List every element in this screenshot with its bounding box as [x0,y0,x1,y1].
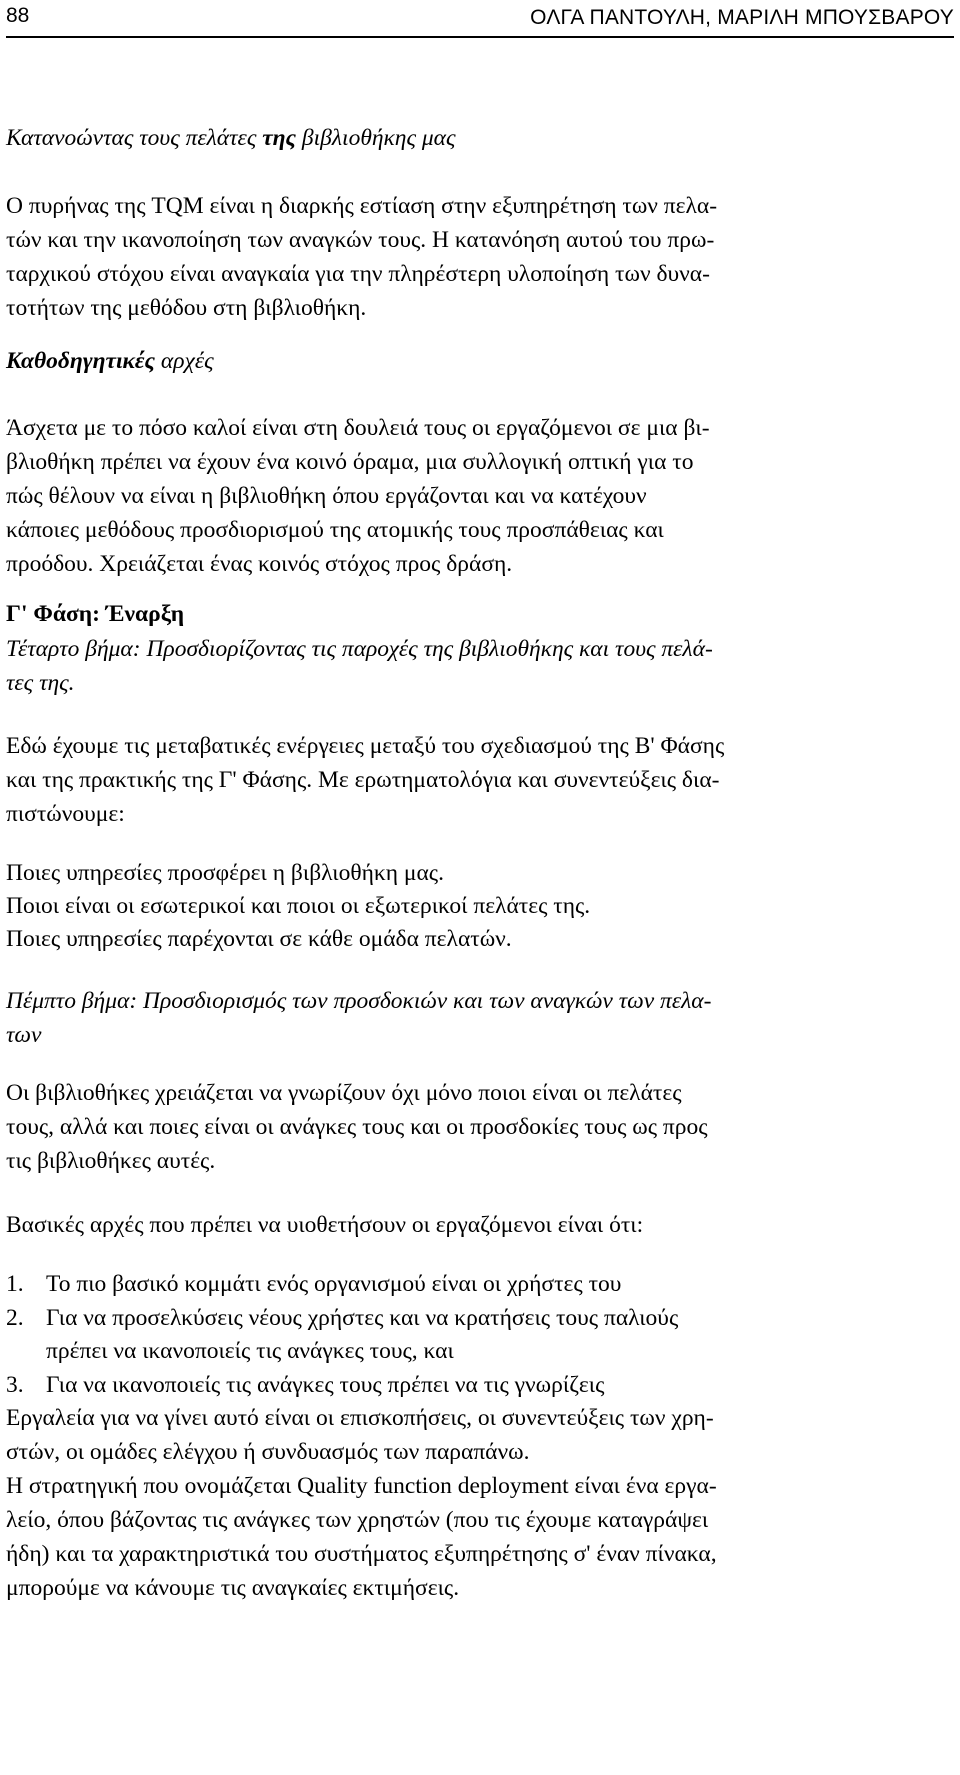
list-item: 2. Για να προσελκύσεις νέους χρήστες και να κρατήσεις τους παλιούς [6,1305,679,1331]
paragraph-line: Άσχετα με το πόσο καλοί είναι στη δουλειά τους οι εργαζόμενοι σε μια βι- [6,415,710,441]
paragraph-line: Εργαλεία για να γίνει αυτό είναι οι επισκοπήσεις, οι συνεντεύξεις των χρη- [6,1405,714,1431]
step-subheading: Τέταρτο βήμα: Προσδιορίζοντας τις παροχές της βιβλιοθήκης και τους πελά- [6,636,713,662]
running-header-authors: ΟΛΓΑ ΠΑΝΤΟΥΛΗ, ΜΑΡΙΛΗ ΜΠΟΥΣΒΑΡΟΥ [530,6,954,29]
paragraph-line: ταρχικού στόχου είναι αναγκαία για την πληρέστερη υλοποίηση των δυνα- [6,261,710,287]
section-heading: Κατανοώντας τους πελάτες της βιβλιοθήκης μας [6,125,456,151]
paragraph-line: Ο πυρήνας της TQM είναι η διαρκής εστίαση στην εξυπηρέτηση των πελα- [6,193,718,219]
step-subheading: Πέμπτο βήμα: Προσδιορισμός των προσδοκιών και των αναγκών των πελα- [6,988,712,1014]
phase-heading: Γ' Φάση: Έναρξη [6,601,185,627]
section-heading: Καθοδηγητικές αρχές [6,348,214,374]
page-number: 88 [6,4,30,27]
question-line: Ποιες υπηρεσίες προσφέρει η βιβλιοθήκη μας. [6,860,444,886]
step-subheading: των [6,1022,42,1048]
paragraph-line: Η στρατηγική που ονομάζεται Quality function deployment είναι ένα εργα- [6,1473,717,1499]
question-line: Ποιοι είναι οι εσωτερικοί και ποιοι οι εξωτερικοί πελάτες της. [6,893,591,919]
step-subheading: τες της. [6,670,75,696]
paragraph-line: βλιοθήκη πρέπει να έχουν ένα κοινό όραμα, μια συλλογική οπτική για το [6,449,694,475]
list-item-continuation: πρέπει να ικανοποιείς τις ανάγκες τους, και [46,1338,454,1364]
running-header [6,2,954,38]
paragraph-line: τών και την ικανοποίηση των αναγκών τους. Η κατανόηση αυτού του πρω- [6,227,715,253]
paragraph-line: και της πρακτικής της Γ' Φάσης. Με ερωτηματολόγια και συνεντεύξεις δια- [6,767,720,793]
paragraph-line: Εδώ έχουμε τις μεταβατικές ενέργειες μεταξύ του σχεδιασμού της Β' Φάσης [6,733,725,759]
paragraph-line: Βασικές αρχές που πρέπει να υιοθετήσουν οι εργαζόμενοι είναι ότι: [6,1212,644,1238]
paragraph-line: τοτήτων της μεθόδου στη βιβλιοθήκη. [6,295,367,321]
paragraph-line: Οι βιβλιοθήκες χρειάζεται να γνωρίζουν όχι μόνο ποιοι είναι οι πελάτες [6,1080,682,1106]
paragraph-line: μπορούμε να κάνουμε τις αναγκαίες εκτιμήσεις. [6,1575,460,1601]
question-line: Ποιες υπηρεσίες παρέχονται σε κάθε ομάδα πελατών. [6,926,512,952]
paragraph-line: τις βιβλιοθήκες αυτές. [6,1148,216,1174]
paragraph-line: λείο, όπου βάζοντας τις ανάγκες των χρηστών (που τις έχουμε καταγράψει [6,1507,709,1533]
paragraph-line: προόδου. Χρειάζεται ένας κοινός στόχος προς δράση. [6,551,513,577]
list-item: 3. Για να ικανοποιείς τις ανάγκες τους πρέπει να τις γνωρίζεις [6,1372,605,1398]
paragraph-line: πώς θέλουν να είναι η βιβλιοθήκη όπου εργάζονται και να κατέχουν [6,483,647,509]
paragraph-line: πιστώνουμε: [6,801,125,827]
list-item: 1. Το πιο βασικό κομμάτι ενός οργανισμού είναι οι χρήστες του [6,1271,622,1297]
paragraph-line: κάποιες μεθόδους προσδιορισμού της ατομικής τους προσπάθειας και [6,517,664,543]
paragraph-line: ήδη) και τα χαρακτηριστικά του συστήματος εξυπηρέτησης σ' έναν πίνακα, [6,1541,717,1567]
paragraph-line: τους, αλλά και ποιες είναι οι ανάγκες τους και οι προσδοκίες τους ως προς [6,1114,708,1140]
paragraph-line: στών, οι ομάδες ελέγχου ή συνδυασμός των παραπάνω. [6,1439,530,1465]
